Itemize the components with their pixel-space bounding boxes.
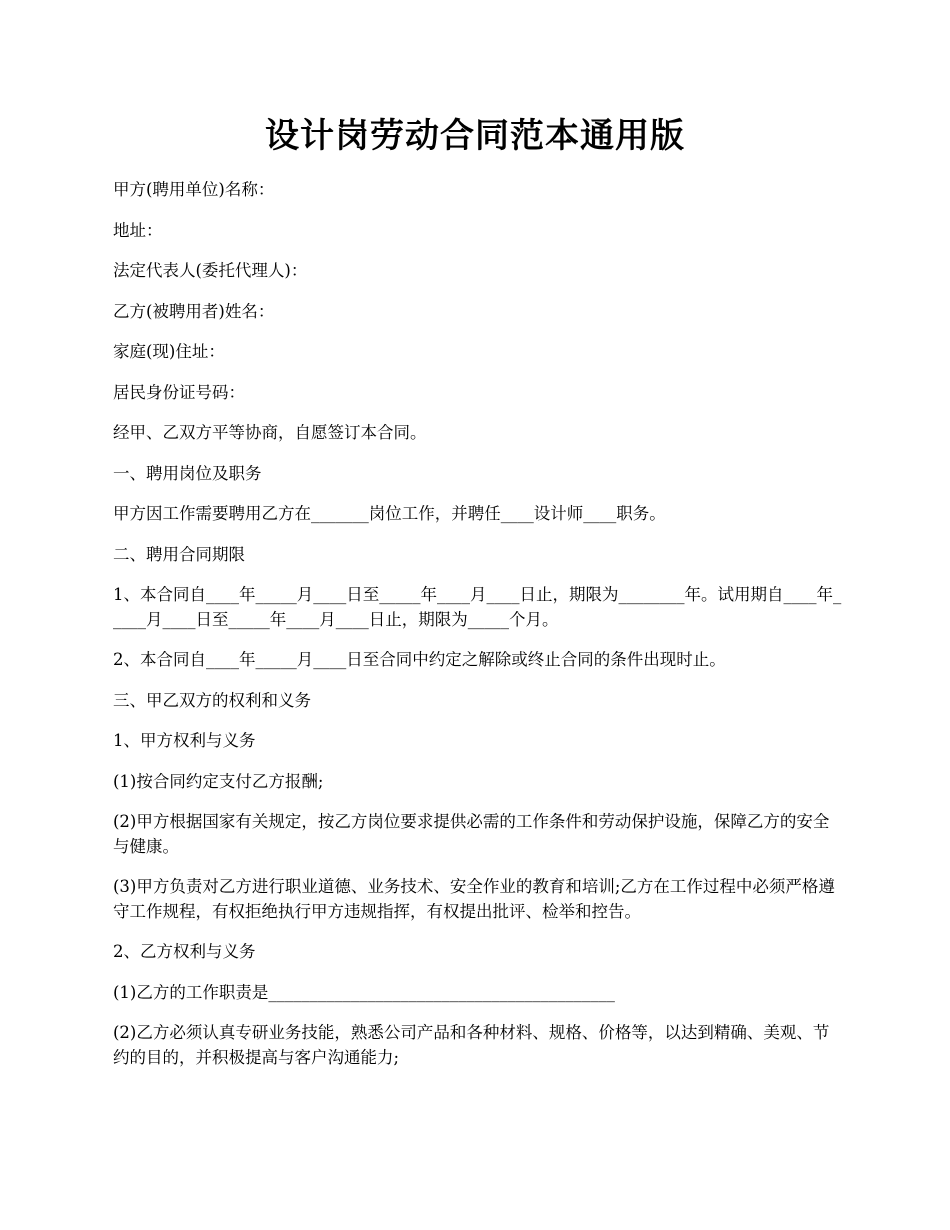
section-heading-term: 二、聘用合同期限 [113, 544, 245, 564]
party-a-name-line: 甲方(聘用单位)名称： [113, 180, 275, 199]
agreement-statement: 经甲、乙双方平等协商，自愿签订本合同。 [113, 423, 427, 442]
party-b-name-line: 乙方(被聘用者)姓名： [113, 301, 275, 321]
address-line: 地址： [113, 220, 163, 240]
party-a-item-1: (1)按合同约定支付乙方报酬; [113, 771, 324, 791]
document-title: 设计岗劳动合同范本通用版 [265, 116, 685, 156]
party-b-item-1: (1)乙方的工作职责是__________________________________________ [113, 982, 615, 1002]
position-clause: 甲方因工作需要聘用乙方在_______岗位工作，并聘任____设计师____职务。 [113, 504, 666, 523]
subheading-party-b: 2、乙方权利与义务 [113, 942, 256, 961]
party-a-item-2: (2)甲方根据国家有关规定，按乙方岗位要求提供必需的工作条件和劳动保护设施，保障乙方的安全与健康。 [113, 812, 830, 856]
id-number-line: 居民身份证号码： [113, 382, 245, 402]
party-b-item-2: (2)乙方必须认真专研业务技能，熟悉公司产品和各种材料、规格、价格等，以达到精确、美观、节约的目的，并积极提高与客户沟通能力; [113, 1023, 830, 1067]
party-a-item-3: (3)甲方负责对乙方进行职业道德、业务技术、安全作业的教育和培训;乙方在工作过程中必须严格遵守工作规程，有权拒绝执行甲方违规指挥，有权提出批评、检举和控告。 [113, 877, 835, 921]
legal-representative-line: 法定代表人(委托代理人)： [113, 261, 308, 280]
section-heading-rights: 三、甲乙双方的权利和义务 [113, 690, 311, 710]
document-body [113, 178, 843, 1086]
term-clause-2: 2、本合同自____年_____月____日至合同中约定之解除或终止合同的条件出现时止。 [113, 650, 726, 669]
term-clause-1: 1、本合同自____年_____月____日至_____年____月____日止，期限为________年。试用期自____年_____月____日至_____年____月____日止，期限为_____个月。 [113, 585, 842, 629]
subheading-party-a: 1、甲方权利与义务 [113, 731, 256, 750]
section-heading-position: 一、聘用岗位及职务 [113, 463, 262, 483]
home-address-line: 家庭(现)住址： [113, 342, 225, 361]
